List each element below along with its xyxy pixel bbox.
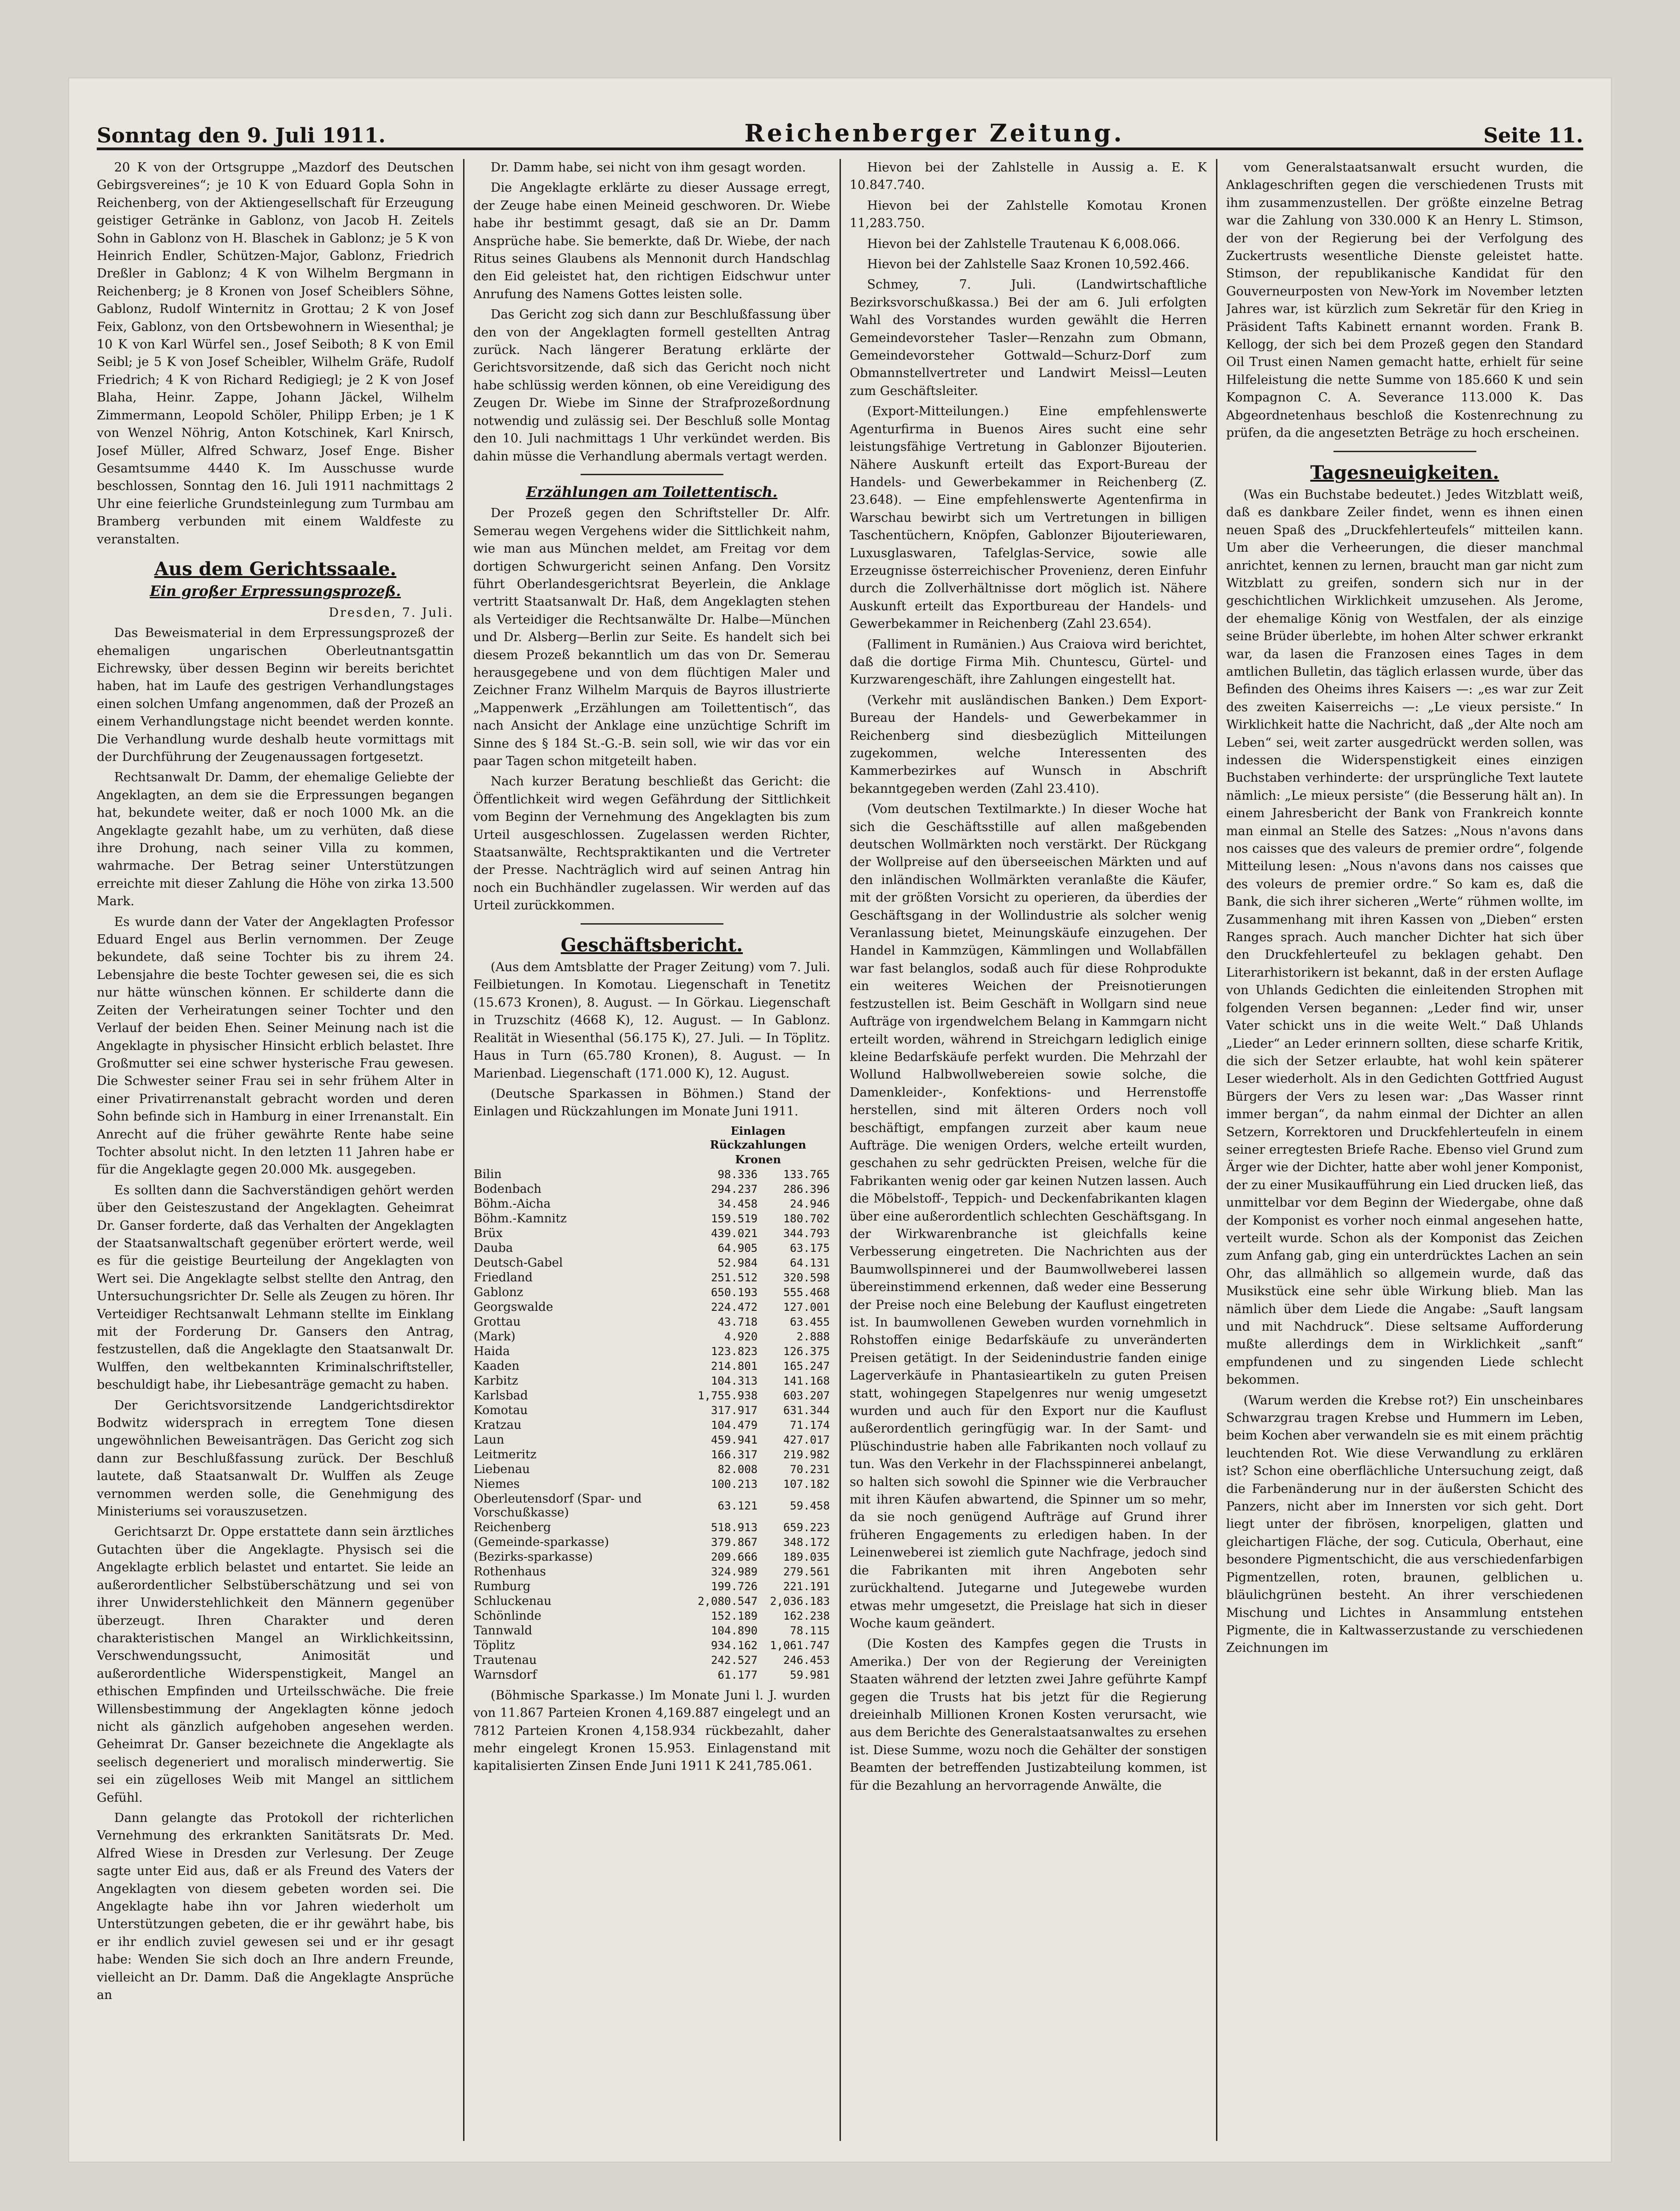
- separator-line: [581, 474, 723, 475]
- bank-name-cell: Bodenbach: [474, 1182, 541, 1196]
- bank-name-cell: Kaaden: [474, 1359, 520, 1373]
- article-paragraph: Es wurde dann der Vater der Angeklagten Professor Eduard Engel aus Berlin vernommen. Der Zeuge bekundete, daß seine Tochter bis zu ihrem 24. Lebensjahre die beste Tochter gewesen sei, die es sich nur hätte wünschen können. Er schilderte dann die Zeiten der Verheiratungen seiner Tochter und den Verlauf der beiden Ehen. Seiner Meinung nach ist die Angeklagte in physischer Hinsicht erblich belastet. Ihre Großmutter sei eine schwer hysterische Frau gewesen. Die Schwester seiner Frau sei in sehr frühem Alter in einer Privatirrenanstalt gebracht worden und deren Sohn befinde sich in Hamburg in einer Irrenanstalt. Ein Anrecht auf die früher gewährte Rente habe seine Tochter absolut nicht. In den letzten 11 Jahren habe er für die Angeklagte gegen 20.000 Mk. ausgegeben.: [97, 914, 454, 1177]
- bank-name-cell: Tannwald: [474, 1623, 533, 1638]
- bank-name-cell: Komotau: [474, 1403, 528, 1417]
- withdrawals-cell: 427.017: [783, 1433, 830, 1446]
- separator-line: [1333, 451, 1476, 452]
- deposits-cell: 98.336: [717, 1167, 758, 1181]
- bank-name-cell: (Gemeinde-sparkasse): [474, 1535, 609, 1549]
- article-paragraph: (Was ein Buchstabe bedeutet.) Jedes Witzblatt weiß, daß es dankbare Zeiler findet, wenn es ihnen einen neuen Spaß des „Druckfehlerteufels“ mitteilen kann. Um aber die Verheerungen, die dieser manchmal anrichtet, kennen zu lernen, braucht man gar nicht zum Witzblatt zu greifen, sondern sich nur in der geschichtlichen Wirklichkeit umzusehen. Als Jerome, der ehemalige König von Westfalen, der als einzige seine Brüder überlebte, im hohen Alter schwer erkrankt war, da lasen die Franzosen eines Tages in dem amtlichen Bulletin, das täglich erlassen wurde, über das Befinden des Oheims ihres Kaisers —: „es war zur Zeit des zweiten Kaiserreichs —: „Le vieux persiste.“ In Wirklichkeit hatte die Nachricht, daß „der Alte noch am Leben“ sei, weit zarter ausgedrückt werden sollen, was indessen die Widerspenstigkeit eines einzigen Buchstaben verhinderte: der ursprüngliche Text lautete nämlich: „Le mieux persiste“ (die Besserung hält an). In einem Jahresbericht der Bank von Frankreich konnte man einmal an Stelle des Satzes: „Nous n'avons dans nos caisses que des valeurs de premier ordre“, folgende Mitteilung lesen: „Nous n'avons dans nos caisses que des voleurs de premier ordre.“ So kam es, daß die Bank, die sich ihrer sicheren „Werte“ rühmen wollte, im Zusammenhang mit ihren Kassen von „Dieben“ ersten Ranges sprach. Auch mancher Dichter hat sich über den Druckfehlerteufel zu beklagen gehabt. Den Literarhistorikern ist bekannt, daß in der ersten Auflage von Uhlands Gedichten die einleitenden Strophen mit folgenden Versen begannen: „Leder find wir, unser Vater schickt uns in die weite Welt.“ Daß Uhlands „Lieder“ an Leder erinnern sollten, diese scharfe Kritik, die sich der Setzer erlaubte, hat wohl kein späterer Leser wiederholt. Als in den Gedichten Gottfried August Bürgers der Vers zu lesen war: „Das Wasser rinnt immer bergan“, da nahm einmal der Dichter an allen Setzern, Korrektoren und Druckfehlerteufeln in einem seiner erregtesten Briefe Rache. Ebenso viel Grund zum Ärger wie der Dichter, hatte aber wohl jener Komponist, der zu einer Musikaufführung ein Lied drucken ließ, das unmittelbar vor dem Beginn der Wiedergabe, ohne daß der Komponist es vorher noch einmal angesehen hatte, verteilt wurde. Schon als der Komponist das Zeichen zum Anfang gab, ging ein unterdrücktes Lachen an sein Ohr, das allmählich so allgemein wurde, daß das Musikstück eine sehr üble Wirkung blieb. Man las nämlich über dem Liede die Angabe: „Sauft langsam und mit Nachdruck“. Diese seltsame Aufforderung mußte allerdings dem in Wirklichkeit „sanft“ empfundenen und zu singenden Liede schlecht bekommen.: [1226, 487, 1583, 1387]
- table-row: [473, 1388, 830, 1403]
- withdrawals-cell: 162.238: [783, 1609, 830, 1622]
- deposits-cell: 439.021: [711, 1226, 758, 1240]
- table-row: [473, 1197, 830, 1211]
- article-paragraph: (Böhmische Sparkasse.) Im Monate Juni l. J. wurden von 11.867 Parteien Kronen 4,169.887 eingelegt und an 7812 Parteien Kronen 4,158.934 rückbezahlt, daher mehr eingelegt Kronen 15.953. Einlagenstand mit kapitalisierten Zinsen Ende Juni 1911 K 241,785.061.: [473, 1688, 830, 1774]
- deposits-cell: 61.177: [717, 1668, 758, 1681]
- table-row: [473, 1579, 830, 1594]
- withdrawals-cell: 127.001: [783, 1300, 830, 1314]
- deposits-cell: 251.512: [711, 1271, 758, 1284]
- savings-bank-table: [473, 1124, 830, 1682]
- withdrawals-cell: 1,061.747: [770, 1639, 830, 1652]
- table-row: [473, 1433, 830, 1447]
- deposits-cell: 34.458: [717, 1197, 758, 1210]
- table-row: [473, 1315, 830, 1329]
- table-row: [473, 1300, 830, 1315]
- deposits-cell: 294.237: [711, 1182, 758, 1196]
- article-paragraph: Hievon bei der Zahlstelle Saaz Kronen 10,592.466.: [867, 257, 1190, 272]
- table-row: [473, 1520, 830, 1535]
- table-row: [473, 1211, 830, 1226]
- deposits-cell: 166.317: [711, 1448, 758, 1461]
- bank-name-cell: Töplitz: [474, 1638, 515, 1652]
- table-header-unit: Kronen: [735, 1152, 781, 1166]
- table-row: [473, 1374, 830, 1388]
- dateline: Dresden, 7. Juli.: [329, 605, 454, 620]
- withdrawals-cell: 221.191: [783, 1580, 830, 1593]
- bank-name-cell: Bilin: [474, 1167, 502, 1181]
- deposits-cell: 104.890: [711, 1624, 758, 1637]
- withdrawals-cell: 70.231: [790, 1462, 830, 1476]
- bank-name-cell: Kratzau: [474, 1418, 522, 1432]
- table-row: [473, 1329, 830, 1344]
- table-row: [473, 1226, 830, 1241]
- bank-name-cell: Rumburg: [474, 1579, 531, 1593]
- bank-name-cell: Niemes: [474, 1477, 520, 1491]
- bank-name-cell: Karbitz: [474, 1374, 518, 1388]
- withdrawals-cell: 348.172: [783, 1535, 830, 1549]
- table-row: [473, 1447, 830, 1462]
- bank-name-cell: Grottau: [474, 1315, 521, 1329]
- deposits-cell: 123.823: [711, 1344, 758, 1358]
- column-3: [850, 159, 1207, 2141]
- bank-name-cell: Liebenau: [474, 1462, 530, 1476]
- deposits-cell: 518.913: [711, 1521, 758, 1534]
- withdrawals-cell: 555.468: [783, 1285, 830, 1299]
- table-row: [473, 1609, 830, 1623]
- withdrawals-cell: 64.131: [790, 1256, 830, 1269]
- table-row: [473, 1182, 830, 1197]
- withdrawals-cell: 189.035: [783, 1550, 830, 1563]
- bank-name-cell: Deutsch-Gabel: [474, 1256, 563, 1270]
- table-row: [473, 1564, 830, 1579]
- bank-name-cell: Haida: [474, 1344, 510, 1358]
- donation-list: 20 K von der Ortsgruppe „Mazdorf des Deutschen Gebirgsvereines“; je 10 K von Eduard Gopla Sohn in Reichenberg, von der Aktiengesellschaft für Erzeugung geistiger Getränke in Gablonz, von Jacob H. Zeitels Sohn in Gablonz von H. Blaschek in Gablonz; je 5 K von Heinrich Endler, Schützen-Major, Gablonz, Friedrich Dreßler in Gablonz; 4 K von Wilhelm Bergmann in Reichenberg; je 8 Kronen von Josef Scheiblers Söhne, Gablonz, Rudolf Winternitz in Grottau; 2 K von Josef Feix, Gablonz, von den Ortsbewohnern in Wiesenthal; je 10 K von Karl Würfel sen., Josef Seiboth; 8 K von Emil Seibl; je 5 K von Josef Scheibler, Wilhelm Gräfe, Rudolf Friedrich; 4 K von Richard Redigiegl; je 2 K von Josef Blaha, Heinr. Zappe, Johann Jäckel, Wilhelm Zimmermann, Leopold Schöler, Philipp Erben; je 1 K von Wenzel Nöhrig, Anton Kotschinek, Karl Knirsch, Josef Müller, Alfred Schwarz, Josef Enge. Bisher Gesamtsumme 4440 K. Im Ausschusse wurde beschlossen, Sonntag den 16. Juli 1911 nachmittags 2 Uhr eine feierliche Grundsteinlegung zum Turmbau am Bramberg verbunden mit einem Waldfeste zu veranstalten.: [97, 160, 454, 547]
- table-row: [473, 1256, 830, 1270]
- bank-name-cell: Schluckenau: [474, 1594, 552, 1608]
- deposits-cell: 934.162: [711, 1639, 758, 1652]
- article-paragraph: Das Gericht zog sich dann zur Beschlußfassung über den von der Angeklagten formell gestellten Antrag zurück. Nach längerer Beratung erklärte der Gerichtsvorsitzende, daß sich das Gericht noch nicht habe schlüssig werden können, ob eine Vereidigung des Zeugen Dr. Wiebe im Sinne der Strafprozeßordnung notwendig und zulässig sei. Der Beschluß solle Montag den 10. Juli nachmittags 1 Uhr verkündet werden. Bis dahin müsse die Verhandlung abermals vertagt werden.: [473, 307, 830, 464]
- withdrawals-cell: 63.455: [790, 1315, 830, 1328]
- bank-name-cell: Georgswalde: [474, 1300, 553, 1314]
- article-paragraph: (Falliment in Rumänien.) Aus Craiova wird berichtet, daß die dortige Firma Mih. Chuntescu, Gürtel- und Kurzwarengeschäft, ihre Zahlungen eingestellt hat.: [850, 637, 1207, 687]
- article-paragraph: (Warum werden die Krebse rot?) Ein unscheinbares Schwarzgrau tragen Krebse und Hummern im Leben, beim Kochen aber verwandeln sie es mit einem prächtig leuchtenden Rot. Wie diese Verwandlung zu erklären ist? Schon eine oberflächliche Untersuchung zeigt, daß die Farbenänderung nur in der äußersten Schicht des Panzers, nicht aber im Innersten vor sich geht. Dort liegt unter der fibrösen, knorpeligen, glatten und gleichartigen Fläche, der sog. Cuticula, Oberhaut, eine besondere Pigmentschicht, die aus verschiedenfarbigen Pigmentzellen, roten, braunen, gelblichen u. bläulichgrünen besteht. An ihrer verschiedenen Mischung und Lichtes in Ansammlung entstehen Pigmente, die in Kaltwasserzustande zu verschiedenen Zeichnungen im: [1226, 1393, 1583, 1656]
- column-rule: [840, 159, 841, 2141]
- table-row: [473, 1535, 830, 1550]
- withdrawals-cell: 246.453: [783, 1653, 830, 1667]
- deposits-cell: 159.519: [711, 1212, 758, 1225]
- withdrawals-cell: 2,036.183: [770, 1594, 830, 1608]
- article-paragraph: Gerichtsarzt Dr. Oppe erstattete dann sein ärztliches Gutachten über die Angeklagte. Physisch sei die Angeklagte erblich belastet und entartet. Sie leide an außerordentlicher Selbstüberschätzung und sei von ihrer Unwiderstehlichkeit den Männern gegenüber überzeugt. Ihren Charakter und deren charakteristischen Mangel an Wirklichkeitssinn, Verschwendungssucht, Animosität und außerordentliche Widerspenstigkeit, Mangel an ethischen Empfinden und Urteilsschwäche. Die freie Willensbestimmung der Angeklagten könne jedoch nicht als gänzlich aufgehoben angesehen werden. Geheimrat Dr. Ganser bezeichnete die Angeklagte als seelisch degeneriert und moralisch minderwertig. Sie sei ein zügelloses Weib mit Mangel an sittlichem Gefühl.: [97, 1525, 454, 1805]
- withdrawals-cell: 107.182: [783, 1477, 830, 1491]
- withdrawals-cell: 219.982: [783, 1448, 830, 1461]
- column-2: [473, 159, 830, 2141]
- deposits-cell: 214.801: [711, 1359, 758, 1373]
- withdrawals-cell: 133.765: [783, 1167, 830, 1181]
- deposits-cell: 199.726: [711, 1580, 758, 1593]
- article-paragraph: (Deutsche Sparkassen in Böhmen.) Stand der Einlagen und Rückzahlungen im Monate Juni 1911.: [473, 1086, 830, 1119]
- deposits-cell: 63.121: [717, 1499, 758, 1512]
- table-header: Einlagen Rückzahlungen: [710, 1124, 806, 1151]
- deposits-cell: 317.917: [711, 1403, 758, 1417]
- bank-name-cell: Böhm.-Kamnitz: [474, 1211, 567, 1226]
- page-number: Seite 11.: [1483, 124, 1583, 147]
- article-paragraph: vom Generalstaatsanwalt ersucht wurden, die Anklageschriften gegen die verschiedenen Trusts mit ihm zusammenzustellen. Der größte einzelne Betrag war die Zahlung von 330.000 K an Henry L. Stimson, der von der Regierung bei der Verfolgung des Zuckertrusts wesentliche Dienste geleistet hatte. Stimson, der republikanische Kandidat für den Gouverneurposten von New-York im November letzten Jahres war, ist kürzlich zum Sekretär für den Krieg in Präsident Tafts Kabinett ernannt worden. Frank B. Kellogg, der sich bei dem Prozeß gegen den Standard Oil Trust einen Namen gemacht hatte, erhielt für seine Hilfeleistung die nette Summe von 185.660 K und sein Kompagnon C. A. Severance 113.000 K. Das Abgeordnetenhaus beschloß die Kostenrechnung zu prüfen, da die angesetzten Beträge zu hoch erscheinen.: [1226, 160, 1583, 441]
- article-paragraph: (Die Kosten des Kampfes gegen die Trusts in Amerika.) Der von der Regierung der Vereinigten Staaten während der letzten zwei Jahre geführte Kampf gegen die Trusts hat bis jetzt für die Regierung dreieinhalb Millionen Kronen Kosten verursacht, wie aus dem Berichte des Generalstaatsanwaltes zu ersehen ist. Diese Summe, wozu noch die Gehälter der sonstigen Beamten der betreffenden Justizabteilung kommen, ist für die Bezahlung an hervorragende Anwälte, die: [850, 1637, 1207, 1793]
- table-row: [473, 1492, 830, 1520]
- bank-name-cell: Gablonz: [474, 1285, 523, 1299]
- bank-name-cell: Schönlinde: [474, 1609, 541, 1623]
- bank-name-cell: Warnsdorf: [474, 1668, 537, 1682]
- column-1: [97, 159, 454, 2141]
- deposits-cell: 104.313: [711, 1374, 758, 1387]
- page-header: [97, 106, 1583, 150]
- withdrawals-cell: 59.981: [790, 1668, 830, 1681]
- column-4: [1226, 159, 1583, 2141]
- bank-name-cell: Böhm.-Aicha: [474, 1197, 551, 1211]
- table-row: [473, 1344, 830, 1359]
- table-row: [473, 1477, 830, 1492]
- table-row: [473, 1403, 830, 1418]
- withdrawals-cell: 78.115: [790, 1624, 830, 1637]
- article-paragraph: (Export-Mitteilungen.) Eine empfehlenswerte Agenturfirma in Buenos Aires sucht eine sehr leistungsfähige Vertretung in Gablonzer Bijouterien. Nähere Auskunft erteilt das Export-Bureau der Handels- und Gewerbekammer in Reichenberg (Z. 23.648). — Eine empfehlenswerte Agentenfirma in Warschau bewirbt sich um Vertretungen in billigen Taschentüchern, Knöpfen, Gablonzer Bijouteriewaren, Luxusglaswaren, Tafelglas-Service, sowie alle Erzeugnisse österreichischer Provenienz, deren Einfuhr durch die Zollverhältnisse dort möglich ist. Nähere Auskunft erteilt das Exportbureau der Handels- und Gewerbekammer in Reichenberg (Zahl 23.654).: [850, 404, 1207, 631]
- deposits-cell: 64.905: [717, 1241, 758, 1255]
- bank-name-cell: Leitmeritz: [474, 1447, 537, 1462]
- withdrawals-cell: 180.702: [783, 1212, 830, 1225]
- issue-date: Sonntag den 9. Juli 1911.: [97, 124, 386, 147]
- deposits-cell: 2,080.547: [698, 1594, 758, 1608]
- separator-line: [581, 923, 723, 925]
- deposits-cell: 82.008: [717, 1462, 758, 1476]
- bank-name-cell: Trautenau: [474, 1653, 537, 1667]
- section-heading-court: Aus dem Gerichtssaale.: [154, 558, 397, 580]
- table-row: [473, 1285, 830, 1300]
- table-row: [473, 1668, 830, 1682]
- bank-name-cell: Oberleutensdorf (Spar- und Vorschußkasse): [474, 1492, 642, 1520]
- withdrawals-cell: 279.561: [783, 1565, 830, 1578]
- article-paragraph: Das Beweismaterial in dem Erpressungsprozeß der ehemaligen ungarischen Oberleutnantsgattin Eichrewsky, über dessen Beginn wir bereits berichtet haben, hat im Laufe des gestrigen Verhandlungstages einen solchen Umfang angenommen, daß der Prozeß an einem Verhandlungstage nicht beendet werden konnte. Die Verhandlung wurde deshalb heute vormittags mit der Durchführung der Zeugenaussagen fortgesetzt.: [97, 626, 454, 764]
- deposits-cell: 379.867: [711, 1535, 758, 1549]
- article-paragraph: Dr. Damm habe, sei nicht von ihm gesagt worden.: [490, 160, 806, 175]
- article-paragraph: Hievon bei der Zahlstelle Trautenau K 6,008.066.: [867, 236, 1181, 251]
- article-headline-toilet-table: Erzählungen am Toilettentisch.: [526, 483, 778, 501]
- deposits-cell: 242.527: [711, 1653, 758, 1667]
- article-paragraph: Nach kurzer Beratung beschließt das Gericht: die Öffentlichkeit wird wegen Gefährdung der Sittlichkeit vom Beginn der Vernehmung des Angeklagten bis zum Urteil ausgeschlossen. Zugelassen werden Richter, Staatsanwälte, Rechtspraktikanten und die Vertreter der Presse. Nachträglich wird auf seinen Antrag hin noch ein Buchhändler zugelassen. Wir werden auf das Urteil zurückkommen.: [473, 774, 830, 913]
- withdrawals-cell: 165.247: [783, 1359, 830, 1373]
- article-paragraph: (Verkehr mit ausländischen Banken.) Dem Export-Bureau der Handels- und Gewerbekammer in Reichenberg sind diesbezüglich Mitteilungen zugekommen, welche Interessenten des Kammerbezirkes auf Wunsch in Abschrift bekanntgegeben werden (Zahl 23.410).: [850, 693, 1207, 796]
- article-paragraph: (Aus dem Amtsblatte der Prager Zeitung) vom 7. Juli. Feilbietungen. In Komotau. Liegenschaft in Tenetitz (15.673 Kronen), 8. August. — In Görkau. Liegenschaft in Truzschitz (4668 K), 12. August. — In Gablonz. Realität in Wiesenthal (56.175 K), 27. Juli. — In Töplitz. Haus in Turn (65.780 Kronen), 8. August. — In Marienbad. Liegenschaft (171.000 K), 12. August.: [473, 960, 830, 1081]
- table-row: [473, 1418, 830, 1433]
- deposits-cell: 104.479: [711, 1418, 758, 1432]
- article-paragraph: Der Prozeß gegen den Schriftsteller Dr. Alfr. Semerau wegen Vergehens wider die Sittlichkeit nahm, wie man aus München meldet, am Freitag vor dem dortigen Schwurgericht seinen Anfang. Den Vorsitz führt Oberlandesgerichtsrat Beyerlein, die Anklage vertritt Staatsanwalt Dr. Haß, dem Angeklagten stehen als Verteidiger die Rechtsanwälte Dr. Halbe—München und Dr. Alsberg—Berlin zur Seite. Es handelt sich bei diesem Prozeß bekanntlich um das von Dr. Semerau herausgegebene und von dem flüchtigen Maler und Zeichner Franz Wilhelm Marquis de Bayros illustrierte „Mappenwerk „Erzählungen am Toilettentisch“, das nach Ansicht der Anklage eine unzüchtige Schrift im Sinne des § 184 St.-G.-B. sein soll, wie wir das vor ein paar Tagen schon mitgeteilt haben.: [473, 506, 830, 768]
- bank-name-cell: Rothenhaus: [474, 1564, 546, 1579]
- withdrawals-cell: 603.207: [783, 1389, 830, 1402]
- bank-name-cell: Laun: [474, 1433, 505, 1447]
- withdrawals-cell: 63.175: [790, 1241, 830, 1255]
- article-paragraph: Es sollten dann die Sachverständigen gehört werden über den Geisteszustand der Angeklagten. Geheimrat Dr. Ganser forderte, daß das Verhalten der Angeklagten der Staatsanwaltschaft gegenüber erörtert werde, weil es für die geistige Beurteilung der Angeklagten von Wert sei. Die Angeklagte selbst stellte den Antrag, den Untersuchungsrichter Dr. Selle als Zeugen zu hören. Ihr Verteidiger Rechtsanwalt Lehmann stellte im Einklang mit der Forderung Dr. Gansers den Antrag, festzustellen, daß die Angeklagte den Staatsanwalt Dr. Wulffen, den weltbekannten Kriminalschriftsteller, beschuldigt habe, ihr Liebesanträge gemacht zu haben.: [97, 1183, 454, 1392]
- column-rule: [1216, 159, 1217, 2141]
- table-row: [473, 1653, 830, 1668]
- withdrawals-cell: 59.458: [790, 1499, 830, 1512]
- table-row: [473, 1594, 830, 1609]
- withdrawals-cell: 126.375: [783, 1344, 830, 1358]
- deposits-cell: 224.472: [711, 1300, 758, 1314]
- withdrawals-cell: 24.946: [790, 1197, 830, 1210]
- table-row: [473, 1462, 830, 1477]
- deposits-cell: 100.213: [711, 1477, 758, 1491]
- withdrawals-cell: 659.223: [783, 1521, 830, 1534]
- bank-name-cell: (Mark): [474, 1329, 516, 1344]
- article-paragraph: Hievon bei der Zahlstelle in Aussig a. E. K 10.847.740.: [850, 160, 1207, 193]
- deposits-cell: 650.193: [711, 1285, 758, 1299]
- columns: [97, 159, 1583, 2141]
- section-heading-business: Geschäftsbericht.: [560, 934, 743, 956]
- table-row: [473, 1638, 830, 1653]
- article-paragraph: Rechtsanwalt Dr. Damm, der ehemalige Geliebte der Angeklagten, an dem sie die Erpressungen begangen hat, bekundete weiter, daß er noch 1000 Mk. an die Angeklagte gezahlt habe, um zu verhüten, daß diese ihre Drohung, nach seiner Villa zu kommen, wahrmache. Der Betrag seiner Unterstützungen erreichte mit dieser Zahlung die Höhe von zirka 13.500 Mark.: [97, 770, 454, 909]
- section-heading-daily-news: Tagesneuigkeiten.: [1310, 461, 1499, 483]
- article-headline-extortion: Ein großer Erpressungsprozeß.: [150, 583, 401, 600]
- article-paragraph: Schmey, 7. Juli. (Landwirtschaftliche Bezirksvorschußkassa.) Bei der am 6. Juli erfolgten Wahl des Vorstandes wurden gewählt die Herren Gemeindevorsteher Tasler—Renzahn zum Obmann, Gemeindevorsteher Gottwald—Schurz-Dorf zum Obmannstellvertreter und Landwirt Meissl—Leuten zum Geschäftsleiter.: [850, 277, 1207, 398]
- deposits-cell: 152.189: [711, 1609, 758, 1622]
- bank-name-cell: Dauba: [474, 1241, 513, 1255]
- bank-name-cell: (Bezirks-sparkasse): [474, 1550, 593, 1564]
- withdrawals-cell: 71.174: [790, 1418, 830, 1432]
- article-paragraph: Hievon bei der Zahlstelle Komotau Kronen 11,283.750.: [850, 198, 1207, 231]
- newspaper-page: [69, 78, 1611, 2162]
- deposits-cell: 459.941: [711, 1433, 758, 1446]
- bank-name-cell: Karlsbad: [474, 1388, 528, 1403]
- table-row: [473, 1167, 830, 1182]
- withdrawals-cell: 286.396: [783, 1182, 830, 1196]
- withdrawals-cell: 631.344: [783, 1403, 830, 1417]
- masthead-title: Reichenberger Zeitung.: [744, 119, 1125, 147]
- column-rule: [463, 159, 464, 2141]
- deposits-cell: 4.920: [724, 1330, 758, 1343]
- withdrawals-cell: 2.888: [796, 1330, 830, 1343]
- bank-name-cell: Brüx: [474, 1226, 503, 1240]
- article-paragraph: Dann gelangte das Protokoll der richterlichen Vernehmung des erkrankten Sanitätsrats Dr. Med. Alfred Wiese in Dresden zur Verlesung. Der Zeuge sagte unter Eid aus, daß er als Freund des Vaters der Angeklagten von diesem gebeten worden sei. Die Angeklagte habe ihn vor Jahren wiederholt um Unterstützungen gebeten, die er ihr gewährt habe, bis er ihr endlich zuviel gewesen sei und er ihr gesagt habe: Wenden Sie sich doch an Ihre andern Freunde, vielleicht an Dr. Damm. Daß die Angeklagte Ansprüche an: [97, 1810, 454, 2003]
- table-row: [473, 1270, 830, 1285]
- deposits-cell: 324.989: [711, 1565, 758, 1578]
- article-paragraph: Die Angeklagte erklärte zu dieser Aussage erregt, der Zeuge habe einen Meineid geschworen. Dr. Wiebe habe ihr bestimmt gesagt, daß sie an Dr. Damm Ansprüche habe. Sie bemerkte, daß Dr. Wiebe, der nach Ritus seines Glaubens als Mennonit durch Handschlag den Eid geleistet hat, den richtigen Eidschwur unter Anrufung des Namens Gottes leisten solle.: [473, 181, 830, 301]
- deposits-cell: 43.718: [717, 1315, 758, 1328]
- deposits-cell: 209.666: [711, 1550, 758, 1563]
- deposits-cell: 1,755.938: [698, 1389, 758, 1402]
- withdrawals-cell: 344.793: [783, 1226, 830, 1240]
- table-row: [473, 1623, 830, 1638]
- bank-name-cell: Friedland: [474, 1270, 533, 1285]
- article-paragraph: Der Gerichtsvorsitzende Landgerichtsdirektor Bodwitz widersprach in erregtem Tone diesen ungewöhnlichen Beweisanträgen. Das Gericht zog sich dann zur Beschlußfassung zurück. Der Beschluß lautete, daß Staatsanwalt Dr. Wulffen als Zeuge vernommen werden solle, die Genehmigung des Ministeriums sei vorauszusetzen.: [97, 1398, 454, 1519]
- bank-name-cell: Reichenberg: [474, 1520, 551, 1534]
- table-row: [473, 1550, 830, 1564]
- article-paragraph: (Vom deutschen Textilmarkte.) In dieser Woche hat sich die Geschäftsstille auf allen maßgebenden deutschen Wollmärkten noch verstärkt. Der Rückgang der Wollpreise auf den überseeischen Märkten und auf den inländischen Wollmärkten veranlaßte die Käufer, mit der größten Vorsicht zu operieren, da überdies der Geschäftsgang in der Wollindustrie als solcher wenig Veranlassung bietet, Meinungskäufe einzugehen. Der Handel in Kammzügen, Kämmlingen und Wollabfällen war fast belanglos, sodaß auch für diese Rohprodukte ein weiteres Weichen der Preisnotierungen festzustellen ist. Beim Geschäft in Wollgarn sind neue Aufträge von irgendwelchem Belang in Kammgarn nicht erteilt worden, während in Streichgarn lediglich einige kleine Bedarfskäufe perfekt wurden. Die Mehrzahl der Wollund Halbwollwebereien sowie solche, die Damenkleider-, Konfektions- und Herrenstoffe herstellen, sind mit älteren Orders noch voll beschäftigt, empfangen zurzeit aber kaum neue Aufträge. Die wenigen Orders, welche erteilt wurden, geschahen zu sehr gedrückten Preisen, welche für die Fabrikanten wenig oder gar keinen Nutzen lassen. Auch die Möbelstoff-, Teppich- und Deckenfabrikanten klagen über eine außerordentlich schlechten Geschäftsgang. In der Wirkwarenbranche ist gleichfalls keine Verbesserung eingetreten. Die Nachrichten aus der Baumwollspinnerei und der Baumwollweberei lassen übereinstimmend erkennen, daß weder eine Besserung der Preise noch eine Belebung der Kauflust eingetreten ist. In baumwollenen Geweben wurden vornehmlich in Rohstoffen einige Bedarfskäufe zu unveränderten Preisen getätigt. In der Seidenindustrie fanden einige Lagerverkäufe in Phantasieartikeln zu guten Preisen statt, wohingegen Stapelgenres nur wenig umgesetzt wurden und auch für den Export nur die Kauflust außerordentlich geringfügig war. In der Samt- und Plüschindustrie haben alle Fabrikanten noch vollauf zu tun. Was den Verkehr in der Flachsspinnerei anbelangt, so halten sich sowohl die Spinner wie die Verbraucher mit ihren Käufen abwartend, die Spinner um so mehr, da sie noch genügend Aufträge auf Grund ihrer früheren Engagements zu erledigen haben. In der Leinenweberei ist ziemlich gute Nachfrage, jedoch sind die Fabrikanten mit ihren Angeboten sehr zurückhaltend. Jutegarne und Jutegewebe wurden etwas mehr umgesetzt, die Preislage hat sich in dieser Woche kaum geändert.: [850, 802, 1207, 1631]
- withdrawals-cell: 141.168: [783, 1374, 830, 1387]
- table-row: [473, 1359, 830, 1374]
- withdrawals-cell: 320.598: [783, 1271, 830, 1284]
- table-row: [473, 1241, 830, 1256]
- deposits-cell: 52.984: [717, 1256, 758, 1269]
